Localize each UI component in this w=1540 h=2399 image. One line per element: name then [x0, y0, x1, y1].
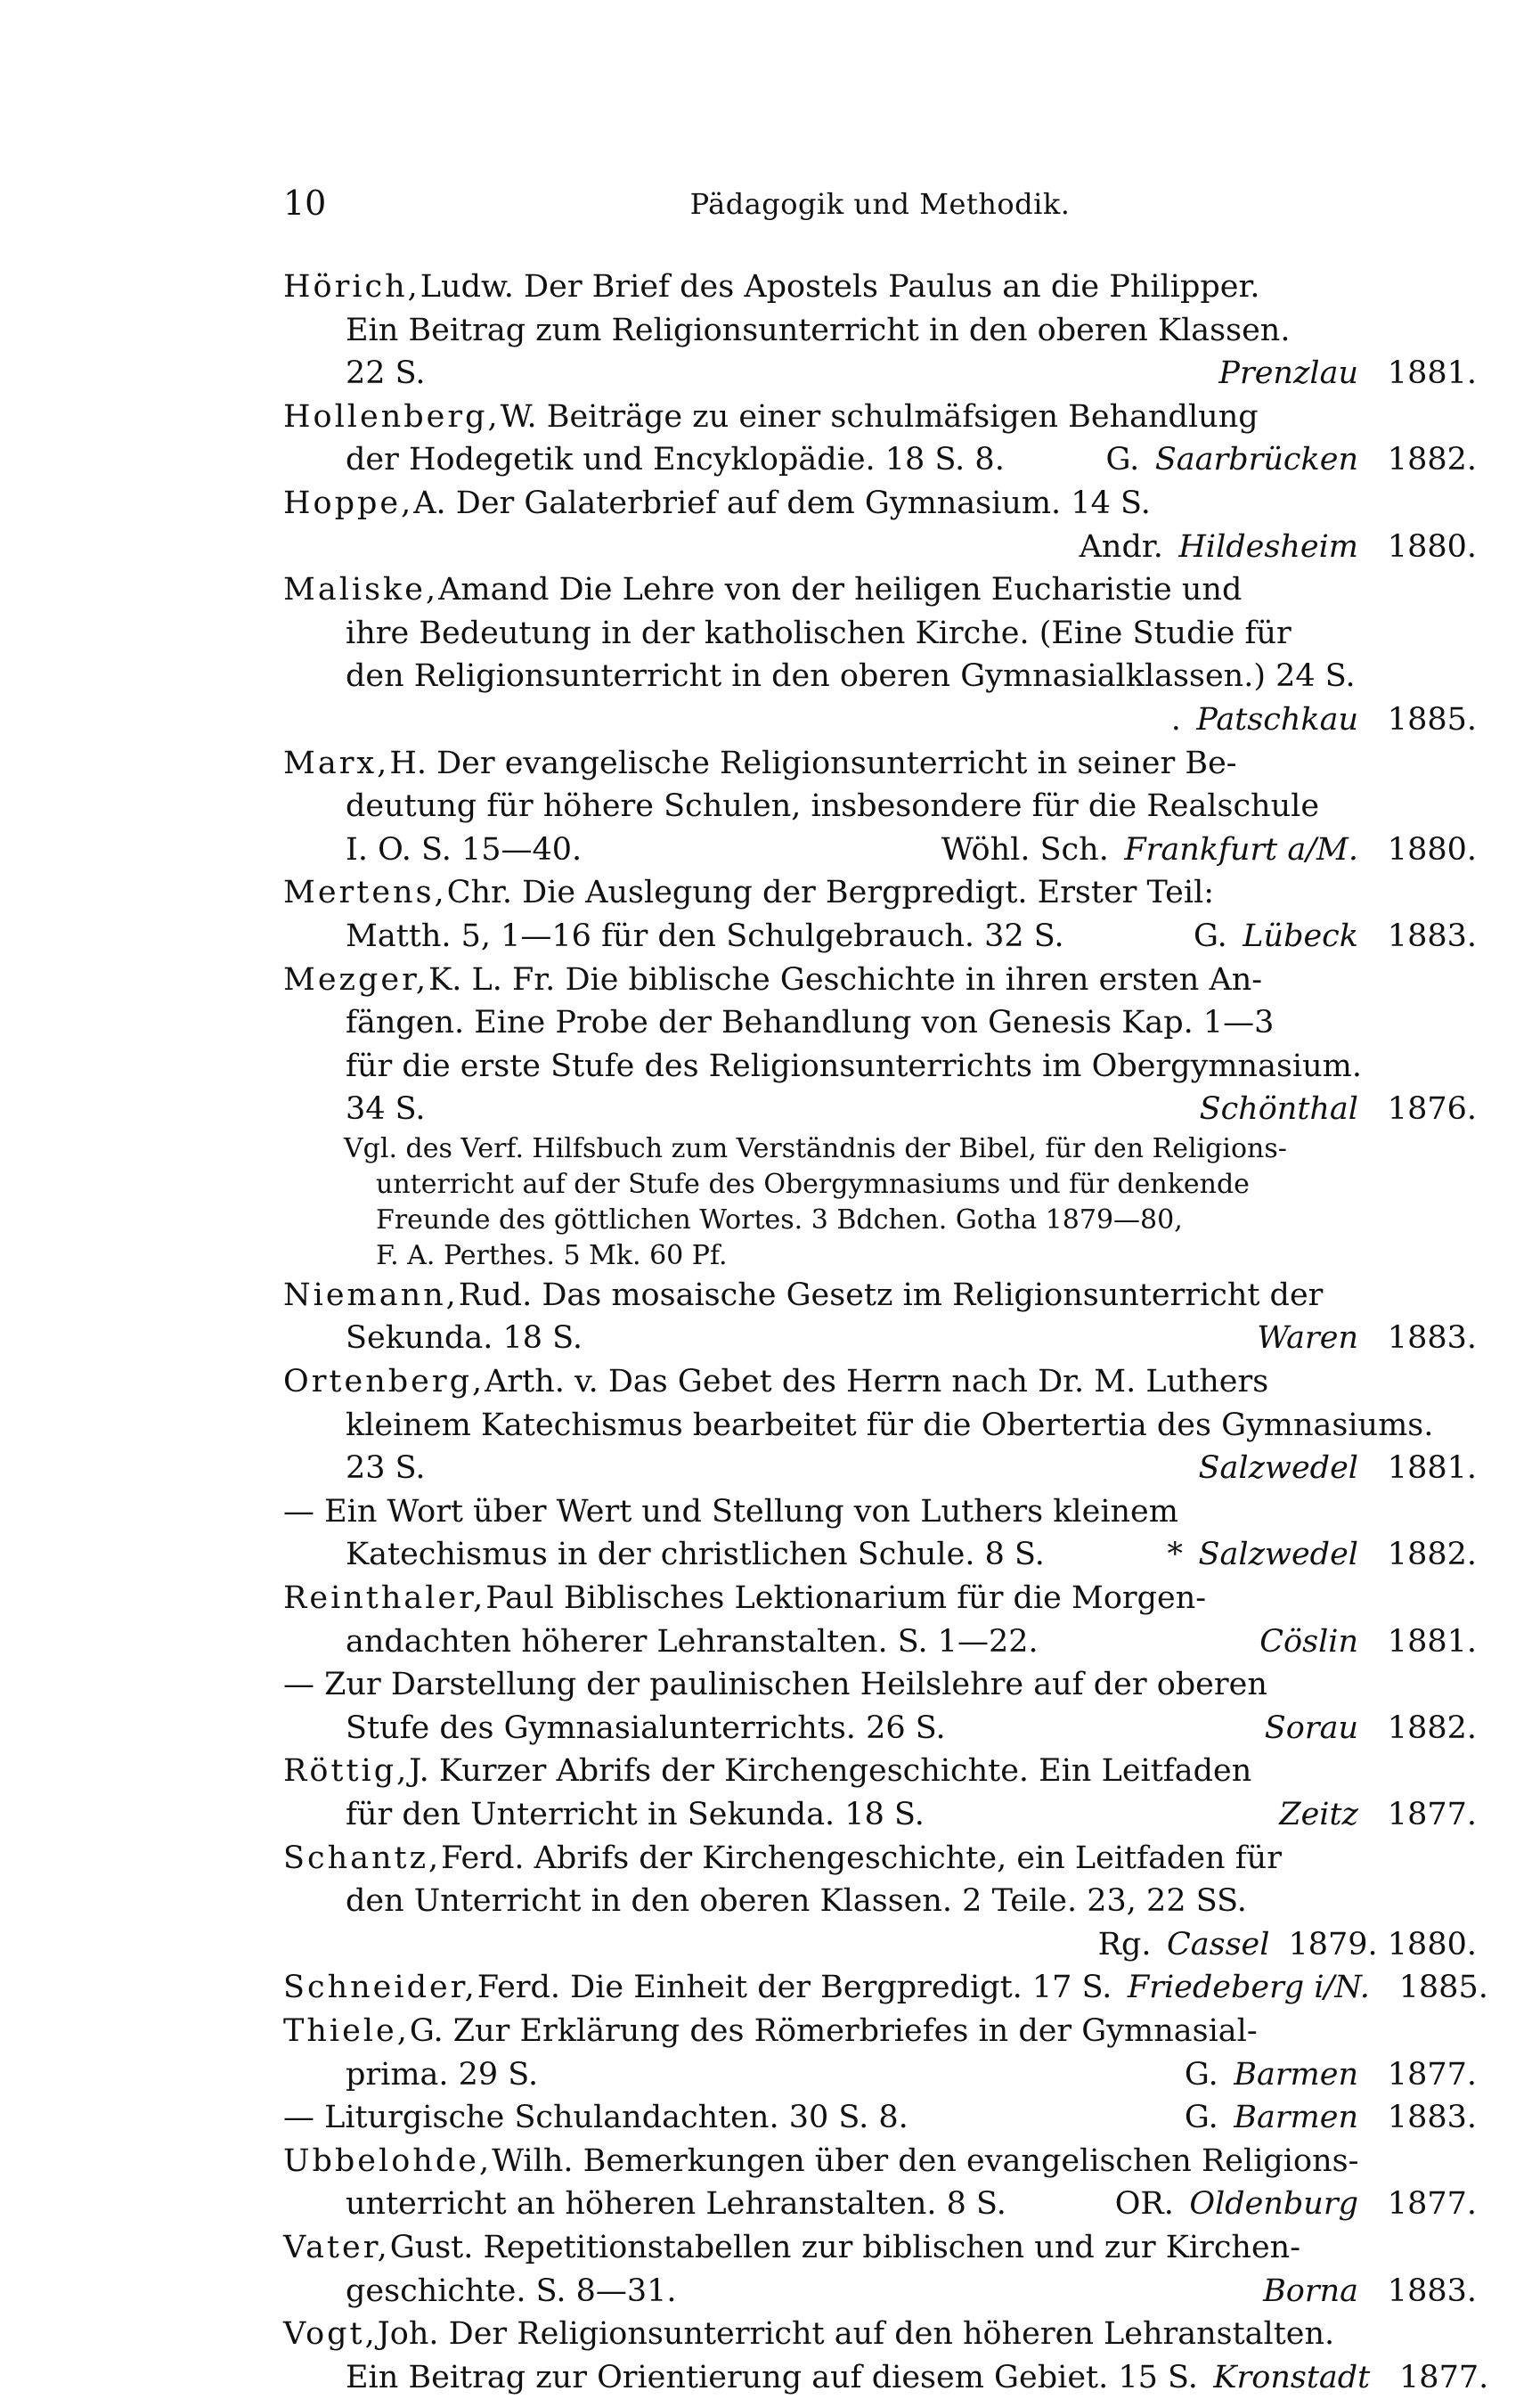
entry-continuation-line	[283, 1533, 1477, 1577]
entry-continuation-line	[283, 2183, 1477, 2226]
entry-first-line	[283, 2226, 1477, 2270]
entry-text: Amand Die Lehre von der heiligen Eucharistie und	[438, 572, 1243, 608]
entry-text: W. Beiträge zu einer schulmäfsigen Behandlung	[500, 398, 1259, 435]
entry-year: 1883.	[1387, 1320, 1477, 1357]
bibliography-entry	[283, 1577, 1477, 1663]
entry-note-line: Vgl. des Verf. Hilfsbuch zum Verständnis der Bibel, für den Religions-	[344, 1132, 1287, 1164]
entry-place: Saarbrücken	[1154, 442, 1358, 478]
entry-continuation-line	[283, 526, 1477, 569]
entry-continuation-line	[283, 2270, 1477, 2313]
entry-place: Frankfurt a/M.	[1124, 831, 1358, 868]
entry-first-line	[283, 2096, 1477, 2140]
entry-place: Cassel	[1166, 1926, 1270, 1962]
entry-place: Zeitz	[1279, 1797, 1358, 1832]
entry-author: Vater,	[283, 2229, 390, 2265]
bibliography-entry	[283, 1837, 1477, 1967]
entry-year: 1877.	[1387, 2186, 1477, 2223]
entry-continuation-line	[283, 438, 1477, 482]
bibliography-entry	[283, 2313, 1489, 2399]
entry-text: Sekunda. 18 S.	[346, 1320, 583, 1357]
entry-author: Ortenberg,	[283, 1364, 485, 1400]
entry-year: 1883.	[1387, 918, 1477, 954]
entry-continuation-line	[283, 1317, 1477, 1360]
entry-continuation-line	[283, 2053, 1477, 2097]
entry-continuation-line	[283, 1620, 1477, 1664]
entry-first-line	[283, 959, 1477, 1002]
entry-publisher: G.	[1184, 2100, 1218, 2136]
entry-author: Schneider,	[283, 1970, 477, 2006]
entry-year: 1876.	[1387, 1091, 1477, 1128]
entry-text: kleinem Katechismus bearbeitet für die Obertertia des Gymnasiums.	[346, 1407, 1434, 1443]
entry-author: Röttig,	[283, 1753, 410, 1790]
entry-year: 1881.	[1387, 1623, 1477, 1660]
entry-place: Kronstadt	[1213, 2359, 1371, 2395]
entry-place: Patschkau	[1196, 701, 1358, 738]
entry-author: Mezger,	[283, 961, 429, 998]
entry-publisher: *	[1167, 1537, 1184, 1573]
entry-year: 1877.	[1387, 1797, 1477, 1832]
entry-author: Marx,	[283, 745, 390, 781]
bibliography-entry	[283, 1663, 1477, 1750]
entry-note-line: unterricht auf der Stufe des Obergymnasiums und für denkende	[376, 1168, 1250, 1200]
entry-author: Ubbelohde,	[283, 2142, 493, 2179]
entry-place: Hildesheim	[1178, 528, 1358, 565]
bibliography-entry	[283, 2226, 1477, 2313]
entry-note-line: Freunde des göttlichen Wortes. 3 Bdchen. Gotha 1879—80,	[376, 1204, 1183, 1236]
entry-first-line	[283, 2010, 1477, 2053]
entry-year: 1885.	[1398, 1970, 1488, 2006]
entry-text: Wilh. Bemerkungen über den evangelischen Religions-	[492, 2142, 1359, 2179]
entry-place: Friedeberg i/N.	[1127, 1970, 1370, 2006]
entry-first-line	[283, 568, 1477, 612]
entry-year: 1882.	[1387, 442, 1477, 478]
entry-year: 1880.	[1387, 528, 1477, 565]
entry-author: Vogt,	[283, 2316, 378, 2353]
entry-publisher: OR.	[1114, 2186, 1174, 2223]
entry-continuation-line	[283, 1447, 1477, 1490]
entry-first-line	[283, 1274, 1477, 1318]
entry-text: I. O. S. 15—40.	[346, 831, 583, 868]
page-number: 10	[283, 184, 327, 223]
entry-text: Katechismus in der christlichen Schule. 8 S.	[346, 1537, 1045, 1573]
entry-year: 1877.	[1399, 2359, 1489, 2395]
entry-text: Chr. Die Auslegung der Bergpredigt. Erster Teil:	[446, 875, 1215, 911]
entry-text: G. Zur Erklärung des Römerbriefes in der Gymnasial-	[409, 2012, 1258, 2049]
entry-first-line	[283, 482, 1477, 526]
bibliography-entry	[283, 1490, 1477, 1577]
entry-author: Maliske,	[283, 572, 439, 608]
entry-text: — Liturgische Schulandachten. 30 S. 8.	[283, 2100, 909, 2136]
entry-text: K. L. Fr. Die biblische Geschichte in ihren ersten An-	[428, 961, 1263, 998]
entry-text: 34 S.	[346, 1091, 426, 1128]
entry-author: Reinthaler,	[283, 1580, 486, 1617]
entry-text: Ludw. Der Brief des Apostels Paulus an die Philipper.	[420, 269, 1260, 305]
entry-text: Matth. 5, 1—16 für den Schulgebrauch. 32 S.	[346, 918, 1064, 954]
entry-text: Ein Beitrag zum Religionsunterricht in den oberen Klassen.	[346, 312, 1291, 348]
entry-year: 1880.	[1387, 831, 1477, 868]
entry-text: A. Der Galaterbrief auf dem Gymnasium. 14 S.	[413, 485, 1151, 521]
entry-year: 1883.	[1387, 2273, 1477, 2309]
entry-text: — Ein Wort über Wert und Stellung von Luthers kleinem	[283, 1493, 1178, 1530]
bibliography-entry	[283, 1966, 1488, 2010]
entry-publisher: Andr.	[1079, 528, 1163, 565]
entry-continuation-line	[283, 1045, 1477, 1089]
entry-text: Ferd. Die Einheit der Bergpredigt. 17 S.	[477, 1970, 1112, 2006]
entry-author: Schantz,	[283, 1840, 442, 1876]
entry-text: H. Der evangelische Religionsunterricht in seiner Be-	[389, 745, 1237, 781]
entry-continuation-line	[283, 1793, 1477, 1837]
entry-first-line	[283, 1966, 1488, 2010]
entry-place: Barmen	[1234, 2056, 1358, 2093]
entry-year: 1885.	[1387, 701, 1477, 738]
entry-place: Cöslin	[1259, 1623, 1358, 1660]
entry-text: den Religionsunterricht in den oberen Gymnasialklassen.) 24 S.	[346, 658, 1356, 695]
page-header	[283, 184, 1477, 237]
entry-text: Gust. Repetitionstabellen zur biblischen und zur Kirchen-	[389, 2229, 1301, 2265]
entry-place: Borna	[1263, 2273, 1358, 2309]
entry-continuation-line	[283, 1001, 1477, 1045]
entry-text: J. Kurzer Abrifs der Kirchengeschichte. Ein Leitfaden	[409, 1753, 1252, 1790]
entry-publisher: Wöhl. Sch.	[941, 831, 1109, 868]
entry-text: unterricht an höheren Lehranstalten. 8 S.	[346, 2186, 1006, 2223]
entry-text: den Unterricht in den oberen Klassen. 2 Teile. 23, 22 SS.	[346, 1883, 1247, 1920]
entry-year: 1881.	[1387, 355, 1477, 392]
entry-text: ihre Bedeutung in der katholischen Kirche. (Eine Studie für	[346, 615, 1291, 651]
entry-place: Prenzlau	[1218, 355, 1358, 392]
entry-continuation-line	[283, 1404, 1477, 1448]
entry-place: Waren	[1257, 1320, 1358, 1357]
entry-place: Lübeck	[1243, 918, 1358, 954]
bibliography-entry	[283, 2096, 1477, 2140]
entry-year: 1877.	[1387, 2056, 1477, 2093]
entry-continuation-line	[283, 828, 1477, 872]
entry-text: Joh. Der Religionsunterricht auf den höheren Lehranstalten.	[377, 2316, 1335, 2353]
entry-text: Stufe des Gymnasialunterrichts. 26 S.	[346, 1709, 946, 1746]
entry-text: für den Unterricht in Sekunda. 18 S.	[346, 1797, 925, 1832]
bibliography-entry	[283, 2140, 1477, 2226]
entry-year: 1882.	[1387, 1537, 1477, 1573]
entry-author: Hoppe,	[283, 485, 414, 521]
entry-continuation-line	[283, 915, 1477, 959]
entry-first-line	[283, 265, 1477, 309]
entry-continuation-line	[283, 655, 1477, 698]
entry-author: Thiele,	[283, 2012, 410, 2049]
entry-text: — Zur Darstellung der paulinischen Heilslehre auf der oberen	[283, 1667, 1267, 1703]
entry-text: der Hodegetik und Encyklopädie. 18 S. 8.	[346, 442, 1005, 478]
entry-text: 23 S.	[346, 1450, 426, 1487]
entry-first-line	[283, 1577, 1477, 1620]
entry-publisher: G.	[1184, 2056, 1218, 2093]
entry-text: Ferd. Abrifs der Kirchengeschichte, ein Leitfaden für	[441, 1840, 1282, 1876]
bibliography-entry	[283, 482, 1477, 568]
entry-text: Arth. v. Das Gebet des Herrn nach Dr. M. Luthers	[485, 1364, 1269, 1400]
entry-place: Salzwedel	[1198, 1537, 1358, 1573]
entry-continuation-line	[283, 1880, 1477, 1923]
entry-continuation-line	[283, 1923, 1477, 1967]
entry-continuation-line	[283, 1707, 1477, 1750]
entry-place: Schönthal	[1199, 1091, 1358, 1128]
entry-continuation-line	[283, 785, 1477, 828]
running-title: Pädagogik und Methodik.	[689, 187, 1071, 221]
entry-year: 1882.	[1387, 1709, 1477, 1746]
entry-first-line	[283, 1750, 1477, 1793]
entry-text: fängen. Eine Probe der Behandlung von Genesis Kap. 1—3	[346, 1005, 1275, 1041]
bibliography-list	[283, 265, 1489, 2399]
entry-text: prima. 29 S.	[346, 2056, 539, 2093]
entry-continuation-line	[283, 612, 1477, 656]
entry-author: Niemann,	[283, 1277, 459, 1313]
entry-first-line	[283, 1360, 1477, 1404]
entry-place: Sorau	[1264, 1709, 1358, 1746]
entry-first-line	[283, 1490, 1477, 1534]
bibliography-entry	[283, 959, 1477, 1274]
entry-first-line	[283, 871, 1477, 915]
bibliography-entry	[283, 396, 1477, 482]
entry-place: Oldenburg	[1189, 2186, 1358, 2223]
entry-publisher: .	[1170, 701, 1181, 738]
bibliography-entry	[283, 742, 1477, 872]
bibliography-entry	[283, 1750, 1477, 1836]
entry-text: Paul Biblisches Lektionarium für die Morgen-	[485, 1580, 1207, 1617]
entry-first-line	[283, 396, 1477, 439]
entry-publisher: G.	[1193, 918, 1227, 954]
entry-first-line	[283, 2140, 1477, 2183]
entry-place: Salzwedel	[1198, 1450, 1358, 1487]
bibliography-entry	[283, 871, 1477, 958]
entry-author: Mertens,	[283, 875, 447, 911]
bibliography-entry	[283, 2010, 1477, 2096]
entry-text: andachten höherer Lehranstalten. S. 1—22.	[346, 1623, 1039, 1660]
entry-continuation-line	[283, 698, 1477, 742]
entry-text: Ein Beitrag zur Orientierung auf diesem Gebiet. 15 S.	[346, 2359, 1198, 2395]
entry-text: geschichte. S. 8—31.	[346, 2273, 677, 2309]
entry-first-line	[283, 2313, 1477, 2356]
entry-continuation-line	[283, 309, 1477, 353]
entry-publisher: G.	[1105, 442, 1140, 478]
entry-note-line: F. A. Perthes. 5 Mk. 60 Pf.	[376, 1239, 728, 1271]
entry-text: Rud. Das mosaische Gesetz im Religionsunterricht der	[458, 1277, 1324, 1313]
entry-place: Barmen	[1234, 2100, 1358, 2136]
entry-continuation-line	[283, 2356, 1489, 2399]
bibliography-entry	[283, 1360, 1477, 1490]
entry-year: 1879. 1880.	[1288, 1926, 1477, 1962]
entry-continuation-line	[283, 352, 1477, 396]
entry-text: 22 S.	[346, 355, 426, 392]
entry-first-line	[283, 1837, 1477, 1881]
entry-author: Hollenberg,	[283, 398, 501, 435]
bibliography-entry	[283, 568, 1477, 741]
entry-first-line	[283, 742, 1477, 786]
entry-text: für die erste Stufe des Religionsunterrichts im Obergymnasium.	[346, 1048, 1362, 1084]
bibliography-entry	[283, 1274, 1477, 1360]
entry-publisher: Rg.	[1097, 1926, 1152, 1962]
entry-first-line	[283, 1663, 1477, 1707]
entry-year: 1883.	[1387, 2100, 1477, 2136]
bibliography-entry	[283, 265, 1477, 396]
entry-year: 1881.	[1387, 1450, 1477, 1487]
entry-continuation-line	[283, 1088, 1477, 1131]
entry-text: deutung für höhere Schulen, insbesondere für die Realschule	[346, 788, 1320, 825]
entry-author: Hörich,	[283, 269, 420, 305]
